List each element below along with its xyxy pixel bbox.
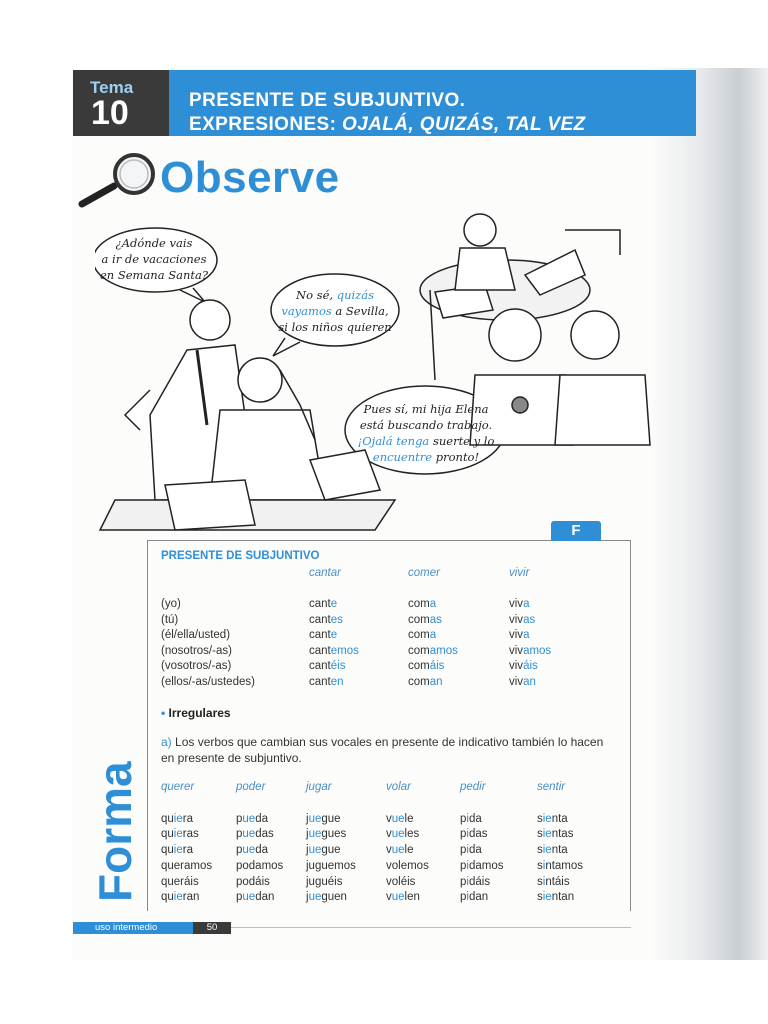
irregular-form xyxy=(236,813,268,825)
irregular-form xyxy=(537,828,573,840)
irregular-form xyxy=(306,828,346,840)
form-part: p xyxy=(460,828,467,840)
vowel-change: ue xyxy=(242,813,256,825)
form-part: ntáis xyxy=(545,876,570,888)
verb-stem: com xyxy=(408,645,430,657)
irregular-form xyxy=(306,813,341,825)
verb-ending: as xyxy=(429,614,442,626)
form-part: gue xyxy=(321,813,341,825)
form-part: v xyxy=(386,813,392,825)
vowel-change: ue xyxy=(391,828,405,840)
form-part: ran xyxy=(182,891,200,903)
conjugated-form xyxy=(509,614,535,626)
bubble-2-highlight: quizás xyxy=(336,288,374,302)
vowel-change: ue xyxy=(242,891,256,903)
form-part: da xyxy=(468,813,482,825)
form-part: guen xyxy=(321,891,347,903)
irregular-form xyxy=(161,828,199,840)
vowel-change: ue xyxy=(391,844,405,856)
bubble-3-text: está buscando trabajo. xyxy=(359,418,493,432)
irregular-form xyxy=(236,860,283,872)
verb-ending: a xyxy=(429,598,437,610)
conjugated-form xyxy=(509,676,536,688)
form-part: qu xyxy=(161,844,174,856)
bubble-1-line: ¿Adónde vais xyxy=(115,236,193,250)
vowel-change: ue xyxy=(391,813,405,825)
irregular-column-header: sentir xyxy=(537,781,566,793)
page-edge-shadow xyxy=(650,68,768,960)
irregular-column-header: volar xyxy=(386,781,411,793)
form-part: da xyxy=(255,844,268,856)
form-part: nta xyxy=(551,813,568,825)
form-part: p xyxy=(460,891,467,903)
vowel-change: ie xyxy=(173,844,183,856)
tema-badge xyxy=(73,70,169,136)
verb-stem: cant xyxy=(309,676,331,688)
form-part: p xyxy=(460,813,467,825)
form-part: v xyxy=(386,828,392,840)
conjugated-form xyxy=(309,614,343,626)
conjugated-form xyxy=(509,660,538,672)
conjugated-form xyxy=(509,645,551,657)
vowel-change: ie xyxy=(173,813,183,825)
form-part: s xyxy=(537,844,543,856)
verb-ending: emos xyxy=(330,645,359,657)
form-part: ra xyxy=(182,813,193,825)
form-part: queráis xyxy=(161,876,199,888)
irregular-form xyxy=(161,876,199,888)
form-part: volemos xyxy=(386,860,429,872)
title-line-1: PRESENTE DE SUBJUNTIVO. xyxy=(189,90,466,111)
irregular-form xyxy=(386,844,414,856)
form-part: j xyxy=(306,828,309,840)
form-part: len xyxy=(404,891,420,903)
verb-stem: viv xyxy=(509,645,524,657)
vowel-change: ue xyxy=(308,813,322,825)
vowel-change: ue xyxy=(391,891,405,903)
form-part: p xyxy=(460,876,467,888)
verb-ending: amos xyxy=(523,645,552,657)
form-part: dáis xyxy=(468,876,491,888)
irregular-column-header: querer xyxy=(161,781,195,793)
vowel-change: i xyxy=(466,844,469,856)
bubble-1-line: a ir de vacaciones xyxy=(101,252,207,266)
person-label: (él/ella/usted) xyxy=(161,629,231,641)
bubble-1-line: en Semana Santa? xyxy=(99,268,208,282)
footer-label: uso intermedio xyxy=(73,922,193,934)
verb-stem: com xyxy=(408,614,430,626)
irregular-form xyxy=(537,891,574,903)
vowel-change: ue xyxy=(242,828,256,840)
irregular-form xyxy=(460,813,482,825)
irregular-column-header: jugar xyxy=(306,781,332,793)
conjugated-form xyxy=(309,660,345,672)
verb-stem: viv xyxy=(509,598,524,610)
vowel-change: ue xyxy=(308,828,322,840)
irregular-title: Irregulares xyxy=(168,706,231,720)
regular-column-header: comer xyxy=(408,567,440,579)
verb-ending: a xyxy=(523,598,530,610)
person-label: (vosotros/-as) xyxy=(161,660,232,672)
form-part: p xyxy=(236,828,243,840)
vowel-change: i xyxy=(466,860,469,872)
speech-bubble-3 xyxy=(345,401,507,465)
form-part: nta xyxy=(551,844,568,856)
verb-ending: éis xyxy=(330,660,346,672)
form-part: s xyxy=(537,876,543,888)
form-part: voléis xyxy=(386,876,416,888)
vowel-change: i xyxy=(542,876,546,888)
form-part: podamos xyxy=(236,860,284,872)
form-part: dan xyxy=(468,891,489,903)
title-line-2-italic: OJALÁ, QUIZÁS, TAL VEZ xyxy=(342,114,586,135)
form-part: p xyxy=(460,860,467,872)
irregular-form xyxy=(386,828,419,840)
tema-label: Tema xyxy=(90,78,134,97)
irregular-form xyxy=(236,844,268,856)
forma-side-label xyxy=(85,752,145,910)
title-bar xyxy=(169,70,696,136)
bubble-3-text: suerte y lo xyxy=(429,434,495,448)
form-part: s xyxy=(537,891,543,903)
vowel-change: ue xyxy=(242,844,256,856)
irregular-form xyxy=(537,876,570,888)
verb-ending: e xyxy=(330,629,338,641)
form-part: das xyxy=(255,828,274,840)
conjugated-form xyxy=(408,598,436,610)
irregular-form xyxy=(236,876,270,888)
verb-stem: cant xyxy=(309,598,331,610)
vowel-change: ie xyxy=(542,891,552,903)
form-part: ntan xyxy=(551,891,575,903)
irregular-form xyxy=(386,860,429,872)
vowel-change: ie xyxy=(542,844,552,856)
form-part: das xyxy=(468,828,488,840)
form-part: gue xyxy=(321,844,341,856)
verb-stem: com xyxy=(408,676,430,688)
title-line-2-prefix: EXPRESIONES: xyxy=(189,114,343,135)
bullet-dot: • xyxy=(161,706,169,720)
person-label: (yo) xyxy=(161,598,181,610)
para-letter: a) xyxy=(161,735,172,749)
form-part: p xyxy=(236,844,243,856)
form-part: queramos xyxy=(161,860,213,872)
vowel-change: i xyxy=(466,891,469,903)
bubble-2-text: si los niños quieren xyxy=(278,320,392,334)
irregular-form xyxy=(460,828,488,840)
verb-ending: as xyxy=(523,614,536,626)
irregular-form xyxy=(460,844,482,856)
form-part: damos xyxy=(468,860,504,872)
verb-stem: com xyxy=(408,598,430,610)
verb-stem: viv xyxy=(509,614,524,626)
verb-stem: viv xyxy=(509,629,524,641)
verb-stem: cant xyxy=(309,614,331,626)
conjugated-form xyxy=(408,660,444,672)
verb-ending: e xyxy=(330,598,338,610)
vowel-change: i xyxy=(466,813,469,825)
verb-ending: a xyxy=(429,629,437,641)
conjugated-form xyxy=(408,614,442,626)
regular-column-header: cantar xyxy=(309,567,341,579)
irregular-form xyxy=(236,828,274,840)
irregular-paragraph xyxy=(161,734,611,766)
form-part: da xyxy=(468,844,482,856)
irregular-form xyxy=(306,876,342,888)
bubble-2-highlight: vayamos xyxy=(281,304,332,318)
vowel-change: i xyxy=(466,828,469,840)
section-heading: PRESENTE DE SUBJUNTIVO xyxy=(161,550,320,562)
vowel-change: i xyxy=(542,860,546,872)
form-part: s xyxy=(537,860,543,872)
irregular-form xyxy=(161,860,212,872)
verb-ending: amos xyxy=(429,645,458,657)
conjugated-form xyxy=(509,629,529,641)
irregular-form xyxy=(236,891,274,903)
form-part: j xyxy=(306,844,309,856)
form-part: p xyxy=(236,813,243,825)
para-text: Los verbos que cambian sus vocales en presente de indicativo también lo hacen en presente de subjuntivo. xyxy=(161,735,604,765)
speech-bubble-2 xyxy=(272,287,398,335)
verb-stem: com xyxy=(408,629,430,641)
form-part: j xyxy=(306,891,309,903)
form-part: ntamos xyxy=(545,860,584,872)
regular-column-header: vivir xyxy=(509,567,530,579)
irregular-form xyxy=(386,813,414,825)
verb-ending: an xyxy=(429,676,443,688)
form-part: juguéis xyxy=(306,876,343,888)
irregular-form xyxy=(306,844,341,856)
irregular-form xyxy=(386,891,420,903)
irregular-form xyxy=(306,860,356,872)
form-part: le xyxy=(404,813,414,825)
form-part: qu xyxy=(161,813,174,825)
speech-bubble-1 xyxy=(88,235,220,283)
verb-stem: cant xyxy=(309,660,331,672)
bubble-2-text: No sé, xyxy=(296,288,337,302)
form-part: ra xyxy=(182,844,193,856)
verb-stem: viv xyxy=(509,660,524,672)
irregular-form xyxy=(537,860,583,872)
conjugated-form xyxy=(509,598,529,610)
verb-stem: viv xyxy=(509,676,524,688)
irregular-form xyxy=(537,844,568,856)
verb-stem: cant xyxy=(309,645,331,657)
conjugated-form xyxy=(309,676,344,688)
observe-title: Observe xyxy=(160,153,340,202)
form-part: podáis xyxy=(236,876,270,888)
form-part: j xyxy=(306,813,309,825)
form-part: qu xyxy=(161,828,174,840)
bubble-3-text: Pues sí, mi hija Elena xyxy=(363,402,489,416)
verb-stem: cant xyxy=(309,629,331,641)
irregular-form xyxy=(306,891,347,903)
footer-rule xyxy=(231,927,631,928)
vowel-change: ue xyxy=(308,891,322,903)
vowel-change: ie xyxy=(173,828,183,840)
irregular-form xyxy=(386,876,415,888)
vowel-change: ie xyxy=(542,813,552,825)
irregular-form xyxy=(161,891,199,903)
section-tab: F xyxy=(551,521,601,541)
form-part: gues xyxy=(321,828,347,840)
verb-ending: es xyxy=(330,614,343,626)
conjugated-form xyxy=(408,645,458,657)
bubble-3-highlight: ¡Ojalá tenga xyxy=(357,434,430,448)
form-part: juguemos xyxy=(306,860,356,872)
title-line-2 xyxy=(189,114,586,136)
person-label: (ellos/-as/ustedes) xyxy=(161,676,255,688)
bubble-3-text: pronto! xyxy=(432,450,480,464)
form-part: ntas xyxy=(551,828,574,840)
irregular-column-header: poder xyxy=(236,781,266,793)
vowel-change: i xyxy=(466,876,469,888)
form-part: qu xyxy=(161,891,174,903)
vowel-change: ie xyxy=(173,891,183,903)
forma-label: Forma xyxy=(89,761,141,902)
vowel-change: ue xyxy=(308,844,322,856)
conjugated-form xyxy=(309,629,337,641)
form-part: s xyxy=(537,813,543,825)
conjugated-form xyxy=(309,598,337,610)
verb-ending: en xyxy=(330,676,344,688)
bubble-3-highlight: encuentre xyxy=(372,450,433,464)
page-number: 50 xyxy=(193,922,231,934)
irregular-form xyxy=(161,813,193,825)
irregular-heading xyxy=(161,706,231,720)
irregular-form xyxy=(161,844,193,856)
verb-ending: an xyxy=(523,676,536,688)
form-part: p xyxy=(460,844,467,856)
form-part: ras xyxy=(182,828,199,840)
form-part: dan xyxy=(255,891,275,903)
form-part: les xyxy=(404,828,420,840)
form-part: p xyxy=(236,891,243,903)
vowel-change: ie xyxy=(542,828,552,840)
verb-ending: áis xyxy=(429,660,445,672)
verb-ending: áis xyxy=(523,660,538,672)
form-part: da xyxy=(255,813,268,825)
conjugated-form xyxy=(309,645,359,657)
irregular-form xyxy=(460,860,504,872)
tema-number: 10 xyxy=(91,94,129,132)
irregular-form xyxy=(537,813,568,825)
form-part: s xyxy=(537,828,543,840)
conjugated-form xyxy=(408,629,436,641)
irregular-column-header: pedir xyxy=(460,781,486,793)
form-part: v xyxy=(386,891,392,903)
verb-stem: com xyxy=(408,660,430,672)
form-part: v xyxy=(386,844,392,856)
person-label: (nosotros/-as) xyxy=(161,645,232,657)
form-part: le xyxy=(404,844,414,856)
person-label: (tú) xyxy=(161,614,179,626)
verb-ending: a xyxy=(523,629,530,641)
conjugated-form xyxy=(408,676,443,688)
irregular-form xyxy=(460,891,488,903)
bubble-2-text: a Sevilla, xyxy=(331,304,389,318)
irregular-form xyxy=(460,876,490,888)
